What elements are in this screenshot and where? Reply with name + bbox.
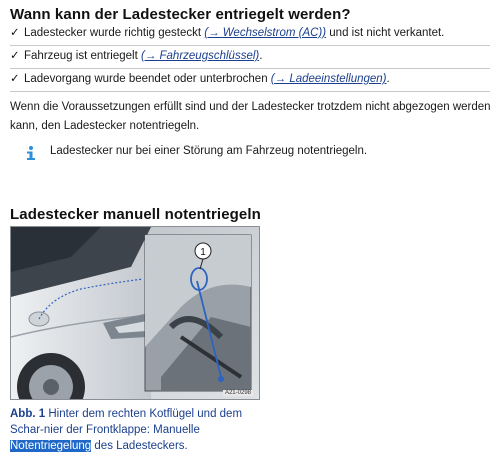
caption-text: Hinter dem rechten Kotflügel und dem Schar-nier der Frontklappe: Manuelle [10,408,243,436]
info-note-text: Ladestecker nur bei einer Störung am Fahrzeug notentriegeln. [50,145,368,157]
paragraph: Wenn die Voraussetzungen erfüllt sind und der Ladestecker trotzdem nicht abgezogen werden kann, den Ladestecker notentriegeln. [10,101,491,132]
list-item-text-after: und ist nicht verkantet. [326,27,445,39]
list-item-text-after: . [386,73,390,85]
link-ladeeinstellungen[interactable]: (→ Ladeeinstellungen) [270,73,387,85]
list-item [10,45,490,69]
list-item-text: Ladestecker wurde richtig gesteckt [24,27,205,39]
figure-code: A21-0298 [224,390,251,396]
list-item-text-after: . [259,50,263,62]
caption-text-after: des Ladesteckers. [91,440,188,452]
link-fahrzeugschluessel[interactable]: (→ Fahrzeugschlüssel) [140,50,260,62]
list-item-text: Fahrzeug ist entriegelt [24,50,141,62]
checkmark-icon: ✓ [10,50,20,62]
figure-image [10,226,260,400]
car-illustration [11,227,259,399]
checkmark-icon: ✓ [10,73,20,85]
info-icon [24,145,38,161]
callout-number: 1 [200,247,206,258]
section-heading-entriegelt: Wann kann der Ladestecker entriegelt werden? [10,6,351,23]
list-item [10,68,490,92]
list-item [10,22,490,46]
link-wechselstrom[interactable]: (→ Wechselstrom (AC)) [204,27,327,39]
list-item-text: Ladevorgang wurde beendet oder unterbrochen [24,73,271,85]
checkmark-icon: ✓ [10,27,20,39]
section-heading-manuell: Ladestecker manuell notentriegeln [10,206,261,223]
figure-caption [10,406,260,454]
caption-label: Abb. 1 [10,408,46,420]
caption-highlight[interactable]: Notentriegelung [10,440,92,452]
